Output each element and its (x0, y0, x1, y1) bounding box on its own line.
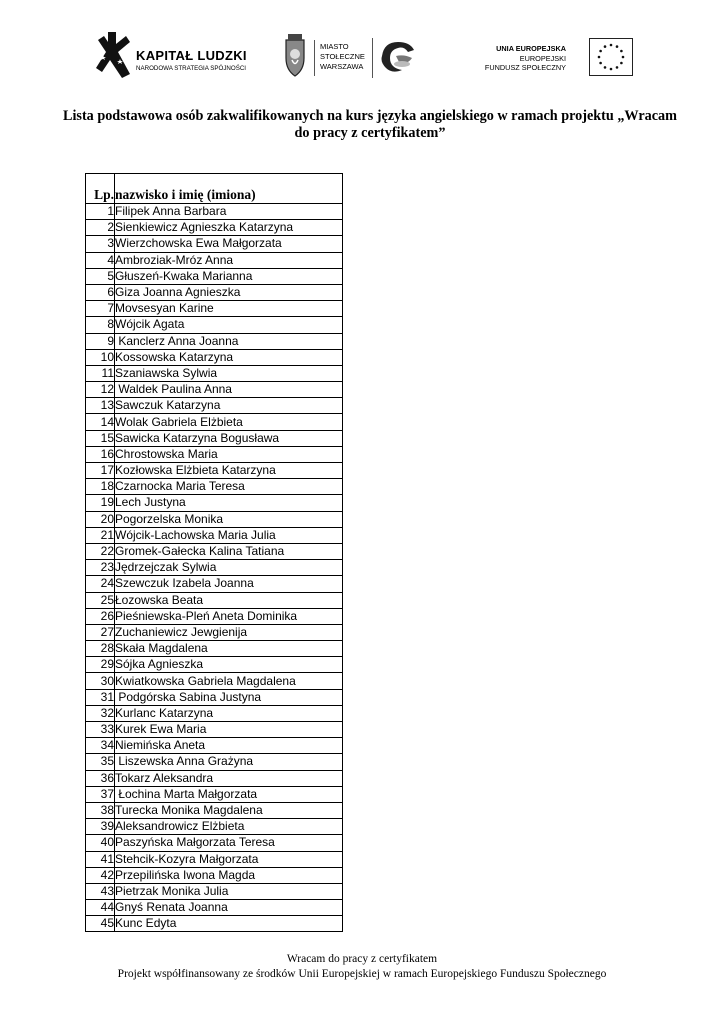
row-full-name: Gromek-Gałecka Kalina Tatiana (115, 543, 343, 559)
table-row (86, 738, 343, 754)
kapital-ludzki-title: KAPITAŁ LUDZKI (136, 48, 247, 63)
row-number: 2 (86, 220, 115, 236)
warszawa-divider (314, 40, 315, 76)
row-full-name: Szaniawska Sylwia (115, 365, 343, 381)
eu-logo (484, 38, 636, 78)
table-row (86, 900, 343, 916)
row-number: 11 (86, 365, 115, 381)
table-row (86, 446, 343, 462)
table-row (86, 705, 343, 721)
row-full-name: Kunc Edyta (115, 916, 343, 932)
mermaid-logo-icon (378, 34, 420, 76)
row-full-name: Sawczuk Katarzyna (115, 398, 343, 414)
row-number: 36 (86, 770, 115, 786)
table-row (86, 527, 343, 543)
row-full-name: Movsesyan Karine (115, 301, 343, 317)
row-full-name: Wolak Gabriela Elżbieta (115, 414, 343, 430)
row-full-name: Sójka Agnieszka (115, 657, 343, 673)
row-full-name: Tokarz Aleksandra (115, 770, 343, 786)
row-number: 17 (86, 463, 115, 479)
row-number: 4 (86, 252, 115, 268)
row-number: 10 (86, 349, 115, 365)
row-number: 42 (86, 867, 115, 883)
row-number: 26 (86, 608, 115, 624)
row-full-name: Kurek Ewa Maria (115, 722, 343, 738)
row-full-name: Podgórska Sabina Justyna (115, 689, 343, 705)
row-number: 41 (86, 851, 115, 867)
table-row (86, 722, 343, 738)
row-full-name: Giza Joanna Agnieszka (115, 284, 343, 300)
table-row (86, 463, 343, 479)
row-number: 15 (86, 430, 115, 446)
row-full-name: Zuchaniewicz Jewgienija (115, 624, 343, 640)
row-number: 16 (86, 446, 115, 462)
table-row (86, 754, 343, 770)
table-row (86, 252, 343, 268)
kapital-ludzki-logo-icon (96, 30, 132, 80)
row-full-name: Łozowska Beata (115, 592, 343, 608)
table-row (86, 867, 343, 883)
row-number: 30 (86, 673, 115, 689)
table-row (86, 608, 343, 624)
row-full-name: Pieśniewska-Pleń Aneta Dominika (115, 608, 343, 624)
footer-cofinancing-note: Projekt współfinansowany ze środków Unii Europejskiej w ramach Europejskiego Funduszu Społecznego (117, 968, 607, 980)
table-row (86, 770, 343, 786)
row-number: 29 (86, 657, 115, 673)
warszawa-text: MIASTO STOŁECZNE WARSZAWA (320, 42, 365, 71)
row-full-name: Czarnocka Maria Teresa (115, 479, 343, 495)
column-header-name: nazwisko i imię (imiona) (115, 174, 343, 204)
table-row (86, 543, 343, 559)
table-row (86, 657, 343, 673)
warszawa-logo (280, 34, 420, 84)
table-row (86, 689, 343, 705)
eu-text (485, 44, 566, 73)
table-row (86, 786, 343, 802)
footer (0, 952, 724, 982)
table-header-row (86, 174, 343, 204)
table-row (86, 430, 343, 446)
row-number: 3 (86, 236, 115, 252)
row-number: 27 (86, 624, 115, 640)
header-logos (0, 0, 724, 100)
row-number: 21 (86, 527, 115, 543)
eu-line2: EUROPEJSKI (519, 53, 566, 63)
row-full-name: Paszyńska Małgorzata Teresa (115, 835, 343, 851)
row-number: 44 (86, 900, 115, 916)
table-row (86, 398, 343, 414)
row-number: 1 (86, 204, 115, 220)
row-number: 43 (86, 883, 115, 899)
table-row (86, 349, 343, 365)
row-full-name: Gnyś Renata Joanna (115, 900, 343, 916)
table-row (86, 576, 343, 592)
row-number: 22 (86, 543, 115, 559)
table-row (86, 495, 343, 511)
table-row (86, 317, 343, 333)
row-full-name: Turecka Monika Magdalena (115, 802, 343, 818)
row-full-name: Wójcik Agata (115, 317, 343, 333)
table-row (86, 220, 343, 236)
row-number: 18 (86, 479, 115, 495)
row-full-name: Głuszeń-Kwaka Marianna (115, 268, 343, 284)
row-full-name: Waldek Paulina Anna (115, 382, 343, 398)
column-header-lp: Lp. (86, 174, 115, 204)
eu-flag-icon (589, 38, 633, 76)
row-full-name: Kozłowska Elżbieta Katarzyna (115, 463, 343, 479)
row-number: 14 (86, 414, 115, 430)
row-full-name: Ambroziak-Mróz Anna (115, 252, 343, 268)
table-row (86, 268, 343, 284)
row-full-name: Kwiatkowska Gabriela Magdalena (115, 673, 343, 689)
row-number: 40 (86, 835, 115, 851)
row-full-name: Szewczuk Izabela Joanna (115, 576, 343, 592)
row-number: 23 (86, 560, 115, 576)
row-number: 32 (86, 705, 115, 721)
row-full-name: Łochina Marta Małgorzata (115, 786, 343, 802)
table-row (86, 301, 343, 317)
row-full-name: Wierzchowska Ewa Małgorzata (115, 236, 343, 252)
row-number: 6 (86, 284, 115, 300)
row-number: 37 (86, 786, 115, 802)
row-number: 38 (86, 802, 115, 818)
row-number: 8 (86, 317, 115, 333)
row-full-name: Chrostowska Maria (115, 446, 343, 462)
table-row (86, 204, 343, 220)
table-row (86, 851, 343, 867)
row-full-name: Filipek Anna Barbara (115, 204, 343, 220)
page-title: Lista podstawowa osób zakwalifikowanych na kurs języka angielskiego w ramach projektu „Wracam do pracy z certyfikatem” (63, 108, 677, 141)
eu-line3: FUNDUSZ SPOŁECZNY (484, 63, 566, 72)
table-row (86, 819, 343, 835)
row-full-name: Kossowska Katarzyna (115, 349, 343, 365)
row-number: 5 (86, 268, 115, 284)
table-row (86, 624, 343, 640)
row-full-name: Kurlanc Katarzyna (115, 705, 343, 721)
row-number: 25 (86, 592, 115, 608)
table-row (86, 916, 343, 932)
row-full-name: Niemińska Aneta (115, 738, 343, 754)
row-full-name: Stehcik-Kozyra Małgorzata (115, 851, 343, 867)
table-row (86, 802, 343, 818)
table-row (86, 883, 343, 899)
warszawa-divider-2 (372, 38, 373, 78)
row-full-name: Wójcik-Lachowska Maria Julia (115, 527, 343, 543)
table-row (86, 365, 343, 381)
row-number: 12 (86, 382, 115, 398)
qualified-list-table (85, 173, 343, 932)
table-row (86, 641, 343, 657)
row-full-name: Liszewska Anna Grażyna (115, 754, 343, 770)
table-row (86, 511, 343, 527)
row-number: 35 (86, 754, 115, 770)
table-row (86, 333, 343, 349)
table-row (86, 560, 343, 576)
table-row (86, 236, 343, 252)
row-number: 7 (86, 301, 115, 317)
row-full-name: Pietrzak Monika Julia (115, 883, 343, 899)
row-full-name: Lech Justyna (115, 495, 343, 511)
row-number: 13 (86, 398, 115, 414)
footer-project-name: Wracam do pracy z certyfikatem (286, 953, 438, 965)
row-number: 19 (86, 495, 115, 511)
eu-line1: UNIA EUROPEJSKA (496, 44, 566, 53)
row-full-name: Jędrzejczak Sylwia (115, 560, 343, 576)
row-number: 31 (86, 689, 115, 705)
table-body (86, 204, 343, 932)
table-row (86, 284, 343, 300)
kapital-ludzki-subtitle: NARODOWA STRATEGIA SPÓJNOŚCI (136, 65, 247, 72)
table-row (86, 835, 343, 851)
row-full-name: Sienkiewicz Agnieszka Katarzyna (115, 220, 343, 236)
row-number: 34 (86, 738, 115, 754)
table-row (86, 382, 343, 398)
row-number: 9 (86, 333, 115, 349)
table-row (86, 592, 343, 608)
row-full-name: Aleksandrowicz Elżbieta (115, 819, 343, 835)
row-full-name: Sawicka Katarzyna Bogusława (115, 430, 343, 446)
row-full-name: Kanclerz Anna Joanna (115, 333, 343, 349)
table-row (86, 414, 343, 430)
row-number: 39 (86, 819, 115, 835)
table-row (86, 479, 343, 495)
row-number: 45 (86, 916, 115, 932)
row-full-name: Pogorzelska Monika (115, 511, 343, 527)
row-full-name: Skała Magdalena (115, 641, 343, 657)
row-number: 20 (86, 511, 115, 527)
table-row (86, 673, 343, 689)
kapital-ludzki-logo (96, 30, 266, 82)
row-number: 33 (86, 722, 115, 738)
row-full-name: Przepilińska Iwona Magda (115, 867, 343, 883)
warsaw-coat-of-arms-icon (280, 34, 310, 78)
row-number: 24 (86, 576, 115, 592)
row-number: 28 (86, 641, 115, 657)
